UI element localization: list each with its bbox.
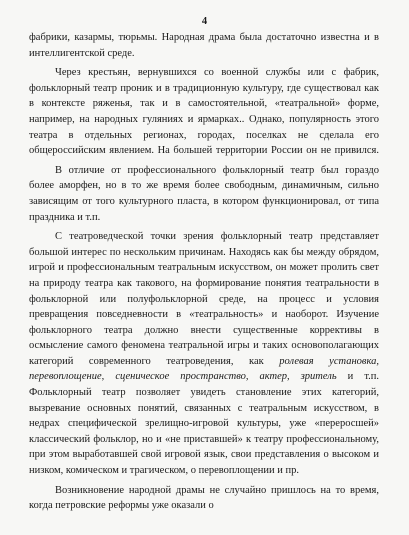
italic-terms: перевоплощение, сценическое пространство, актер, зритель bbox=[29, 371, 337, 383]
text-line: при этом выработавшей свой игровой язык, свои представления о высоком и bbox=[29, 449, 379, 461]
text-line: вызревание основных понятий, связанных с театральным искусством, в bbox=[29, 402, 379, 414]
text-line: фольклорной или полуфольклорной среде, на процесс и условия bbox=[29, 293, 379, 305]
document-body bbox=[29, 30, 379, 518]
text-line: низком, комическом и трагическом, о перевоплощении и пр. bbox=[29, 465, 299, 477]
text-line: интеллигентской среде. bbox=[29, 47, 135, 59]
text-line: классический фольклор, но и «не приставшей» к театру профессиональному, bbox=[29, 433, 379, 445]
text-line: недрах специфической зрелищно-игровой культуры, уже «переросшей» bbox=[29, 418, 379, 430]
text-line: игрой и профессиональным театральным искусством, он может пролить свет bbox=[29, 262, 379, 274]
text-line: большой интерес по нескольким причинам. Находясь как бы между обрядом, bbox=[29, 246, 379, 258]
text-line: превращения повседневности в «театральность» и наоборот. Изучение bbox=[29, 309, 379, 321]
text-line: праздника и т.п. bbox=[29, 211, 101, 223]
text-line: фабрики, казармы, тюрьмы. Народная драма была достаточно известна и в bbox=[29, 32, 379, 43]
text-line: более аморфен, но в то же время более свободным, динамичным, сильно bbox=[29, 180, 379, 192]
text-line: театра в отдельных регионах, городах, поселках не сделала его bbox=[29, 129, 379, 141]
text-line: когда петровские реформы уже оказали о bbox=[29, 500, 214, 512]
paragraph-1 bbox=[29, 30, 379, 61]
text-line: В отличие от профессионального фольклорный театр был гораздо bbox=[55, 164, 379, 176]
text-line: на природу театра как такового, на формирование понятия театральности в bbox=[29, 277, 379, 289]
italic-terms: ролевая установка, bbox=[279, 355, 380, 367]
text-line: в контексте ряженья, так и в самостоятельной, «театральной» форме, bbox=[29, 98, 379, 110]
text-line bbox=[29, 369, 379, 385]
text-line: осмысление самого феномена театральной игры и таких основополагающих bbox=[29, 340, 379, 352]
text-line: фольклорный театр проник и в традиционную культуру, где существовал как bbox=[29, 82, 379, 94]
text-line: Возникновение народной драмы не случайно пришлось на то время, bbox=[55, 484, 379, 496]
paragraph-3 bbox=[29, 163, 379, 225]
text-line: общероссийским явлением. На большей территории России он не привился. bbox=[29, 145, 379, 157]
paragraph-4 bbox=[29, 229, 379, 479]
text-line: Фольклорный театр позволяет увидеть становление этих категорий, bbox=[29, 387, 379, 399]
text-line: зависящим от того культурного пласта, в котором функционировал, от типа bbox=[29, 195, 379, 207]
text-line: Через крестьян, вернувшихся со военной службы или с фабрик, bbox=[55, 67, 379, 79]
text-line: например, на народных гуляниях и ярмарках.. Однако, популярность этого bbox=[29, 113, 379, 125]
page-number: 4 bbox=[201, 16, 208, 27]
text-fragment: и т.п. bbox=[347, 371, 379, 383]
paragraph-5 bbox=[29, 483, 379, 514]
text-fragment: категорий современного театроведения, как bbox=[29, 355, 264, 367]
text-line bbox=[29, 354, 379, 370]
text-line: С театроведческой точки зрения фольклорный театр представляет bbox=[55, 231, 379, 243]
paragraph-2 bbox=[29, 65, 379, 159]
text-line: фольклорного театра должно внести существенные коррективы в bbox=[29, 324, 379, 336]
